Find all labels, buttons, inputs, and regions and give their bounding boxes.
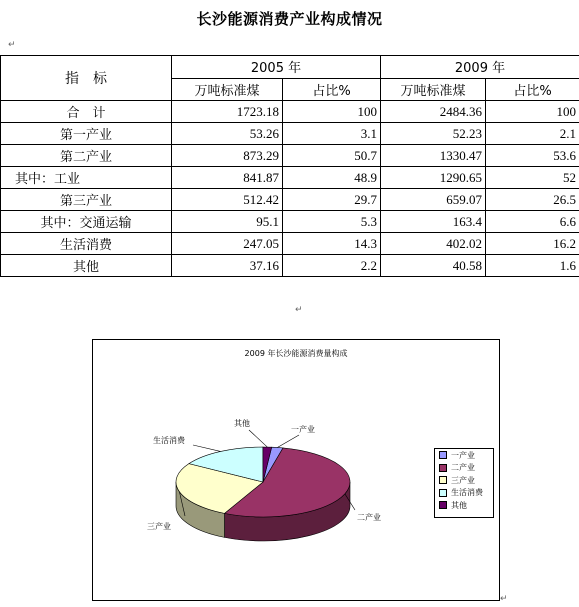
cell-share-2005: 14.3: [283, 233, 381, 255]
leader-line: [249, 430, 267, 447]
callout-label: 生活消费: [153, 436, 185, 445]
cell-tce-2005: 95.1: [172, 211, 283, 233]
cell-share-2005: 50.7: [283, 145, 381, 167]
callout-label: 一产业: [291, 425, 315, 434]
col-header-tce-2009: 万吨标准煤: [381, 78, 486, 101]
leader-line: [193, 445, 221, 451]
table-row: [1, 233, 579, 255]
row-label: 生活消费: [1, 233, 172, 255]
table-row: [1, 123, 579, 145]
col-header-tce-2005: 万吨标准煤: [172, 78, 283, 101]
legend-label: 三产业: [451, 475, 475, 485]
cell-tce-2009: 163.4: [381, 211, 486, 233]
cell-share-2009: 16.2: [486, 233, 579, 255]
callout-label: 二产业: [357, 513, 381, 522]
row-label: 第二产业: [1, 145, 172, 167]
legend-label: 其他: [451, 500, 467, 510]
row-label: 第一产业: [1, 123, 172, 145]
cell-share-2005: 29.7: [283, 189, 381, 211]
table-row: [1, 211, 579, 233]
cell-tce-2005: 841.87: [172, 167, 283, 189]
row-label: 其中：交通运输: [1, 211, 172, 233]
cell-tce-2005: 512.42: [172, 189, 283, 211]
pie-chart-frame[interactable]: [92, 339, 500, 601]
col-header-share-2009: 占比%: [486, 78, 579, 101]
paragraph-mark: ↵: [500, 594, 508, 604]
table-row: [1, 101, 579, 123]
cell-tce-2009: 52.23: [381, 123, 486, 145]
chart-legend: [434, 448, 494, 518]
cell-share-2005: 5.3: [283, 211, 381, 233]
legend-swatch: [439, 501, 447, 509]
legend-label: 二产业: [451, 463, 475, 473]
cell-tce-2005: 53.26: [172, 123, 283, 145]
callout-label: 三产业: [147, 522, 171, 531]
cell-tce-2009: 659.07: [381, 189, 486, 211]
legend-swatch: [439, 451, 447, 459]
cell-share-2009: 100: [486, 101, 579, 123]
page-title: 长沙能源消费产业构成情况: [196, 10, 383, 28]
cell-share-2009: 1.6: [486, 255, 579, 277]
table-row: [1, 167, 579, 189]
cell-share-2009: 2.1: [486, 123, 579, 145]
paragraph-mark: ↵: [295, 305, 303, 315]
callout-label: 其他: [234, 419, 250, 428]
row-label: 其他: [1, 255, 172, 277]
cell-share-2005: 2.2: [283, 255, 381, 277]
table-row: [1, 255, 579, 277]
cell-tce-2005: 247.05: [172, 233, 283, 255]
table-row: [1, 189, 579, 211]
cell-tce-2005: 1723.18: [172, 101, 283, 123]
legend-label: 一产业: [451, 450, 475, 460]
energy-table: [0, 55, 579, 277]
cell-share-2005: 48.9: [283, 167, 381, 189]
legend-swatch: [439, 476, 447, 484]
cell-share-2009: 53.6: [486, 145, 579, 167]
legend-item: [435, 487, 493, 500]
legend-label: 生活消费: [451, 488, 483, 498]
legend-swatch: [439, 489, 447, 497]
cell-share-2009: 6.6: [486, 211, 579, 233]
cell-share-2009: 52: [486, 167, 579, 189]
cell-share-2009: 26.5: [486, 189, 579, 211]
cell-tce-2009: 1290.65: [381, 167, 486, 189]
legend-item: [435, 462, 493, 475]
paragraph-mark: ↵: [8, 40, 16, 50]
legend-item: [435, 449, 493, 462]
indicator-header: 指 标: [1, 56, 172, 101]
col-header-share-2005: 占比%: [283, 78, 381, 101]
year-2009-header: 2009 年: [381, 56, 579, 79]
cell-tce-2009: 1330.47: [381, 145, 486, 167]
cell-tce-2005: 873.29: [172, 145, 283, 167]
legend-swatch: [439, 464, 447, 472]
legend-item: [435, 474, 493, 487]
row-label: 其中：工业: [1, 167, 172, 189]
cell-tce-2005: 37.16: [172, 255, 283, 277]
year-2005-header: 2005 年: [172, 56, 381, 79]
cell-share-2005: 3.1: [283, 123, 381, 145]
cell-tce-2009: 40.58: [381, 255, 486, 277]
cell-tce-2009: 2484.36: [381, 101, 486, 123]
legend-item: [435, 499, 493, 512]
table-row: [1, 145, 579, 167]
leader-line: [277, 435, 299, 447]
cell-share-2005: 100: [283, 101, 381, 123]
row-label: 第三产业: [1, 189, 172, 211]
row-label: 合 计: [1, 101, 172, 123]
chart-title: 2009 年长沙能源消费量构成: [244, 349, 348, 358]
cell-tce-2009: 402.02: [381, 233, 486, 255]
